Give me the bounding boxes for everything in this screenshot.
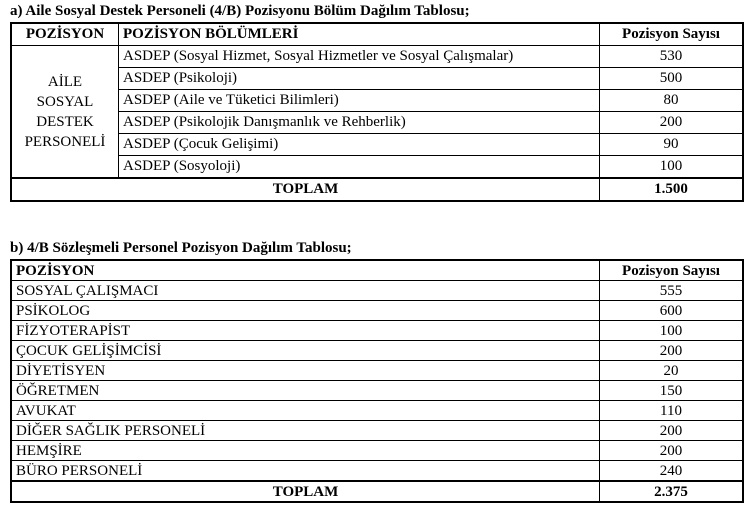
position-label-line: AİLE xyxy=(47,73,83,90)
count-cell: 555 xyxy=(600,281,744,301)
count-cell: 110 xyxy=(600,401,744,421)
position-cell: DİYETİSYEN xyxy=(11,361,600,381)
header-count: Pozisyon Sayısı xyxy=(600,260,744,281)
position-label-cell xyxy=(11,46,119,179)
count-cell: 530 xyxy=(600,46,744,68)
table-row xyxy=(11,461,743,482)
section-a-title: a) Aile Sosyal Destek Personeli (4/B) Pozisyonu Bölüm Dağılım Tablosu; xyxy=(10,3,470,19)
count-cell: 200 xyxy=(600,112,744,134)
position-label-line: PERSONELİ xyxy=(24,133,106,150)
header-position: POZİSYON xyxy=(11,260,600,281)
sozlesmeli-personel-table xyxy=(10,259,744,503)
header-position: POZİSYON xyxy=(11,23,119,46)
department-cell: ASDEP (Sosyoloji) xyxy=(119,156,600,179)
position-cell: ÖĞRETMEN xyxy=(11,381,600,401)
table-row xyxy=(11,68,743,90)
table-row xyxy=(11,134,743,156)
table-row xyxy=(11,281,743,301)
position-cell: ÇOCUK GELİŞİMCİSİ xyxy=(11,341,600,361)
count-cell: 200 xyxy=(600,441,744,461)
position-cell: PSİKOLOG xyxy=(11,301,600,321)
department-cell: ASDEP (Çocuk Gelişimi) xyxy=(119,134,600,156)
table-row xyxy=(11,421,743,441)
table-header-row xyxy=(11,23,743,46)
table-row xyxy=(11,90,743,112)
count-cell: 20 xyxy=(600,361,744,381)
position-cell: FİZYOTERAPİST xyxy=(11,321,600,341)
position-cell: HEMŞİRE xyxy=(11,441,600,461)
count-cell: 200 xyxy=(600,341,744,361)
count-cell: 150 xyxy=(600,381,744,401)
count-cell: 240 xyxy=(600,461,744,482)
total-row xyxy=(11,481,743,502)
total-label: TOPLAM xyxy=(11,178,600,201)
department-cell: ASDEP (Aile ve Tüketici Bilimleri) xyxy=(119,90,600,112)
aile-sosyal-destek-table xyxy=(10,22,744,202)
position-cell: SOSYAL ÇALIŞMACI xyxy=(11,281,600,301)
table-row xyxy=(11,156,743,179)
table-row xyxy=(11,112,743,134)
department-cell: ASDEP (Psikoloji) xyxy=(119,68,600,90)
total-label: TOPLAM xyxy=(11,481,600,502)
department-cell: ASDEP (Sosyal Hizmet, Sosyal Hizmetler ve Sosyal Çalışmalar) xyxy=(119,46,600,68)
position-label-line: DESTEK xyxy=(36,113,94,130)
count-cell: 600 xyxy=(600,301,744,321)
header-departments: POZİSYON BÖLÜMLERİ xyxy=(119,23,600,46)
total-value: 1.500 xyxy=(600,178,744,201)
count-cell: 80 xyxy=(600,90,744,112)
header-count: Pozisyon Sayısı xyxy=(600,23,744,46)
count-cell: 500 xyxy=(600,68,744,90)
table-row xyxy=(11,301,743,321)
section-b-title: b) 4/B Sözleşmeli Personel Pozisyon Dağılım Tablosu; xyxy=(10,240,352,256)
table-row xyxy=(11,401,743,421)
table-row xyxy=(11,441,743,461)
position-cell: BÜRO PERSONELİ xyxy=(11,461,600,482)
position-cell: DİĞER SAĞLIK PERSONELİ xyxy=(11,421,600,441)
table-row xyxy=(11,46,743,68)
total-row xyxy=(11,178,743,201)
position-label-line: SOSYAL xyxy=(36,93,94,110)
count-cell: 100 xyxy=(600,321,744,341)
table-row xyxy=(11,381,743,401)
position-cell: AVUKAT xyxy=(11,401,600,421)
count-cell: 100 xyxy=(600,156,744,179)
total-value: 2.375 xyxy=(600,481,744,502)
table-row xyxy=(11,361,743,381)
count-cell: 90 xyxy=(600,134,744,156)
table-row xyxy=(11,341,743,361)
count-cell: 200 xyxy=(600,421,744,441)
department-cell: ASDEP (Psikolojik Danışmanlık ve Rehberlik) xyxy=(119,112,600,134)
table-row xyxy=(11,321,743,341)
table-header-row xyxy=(11,260,743,281)
